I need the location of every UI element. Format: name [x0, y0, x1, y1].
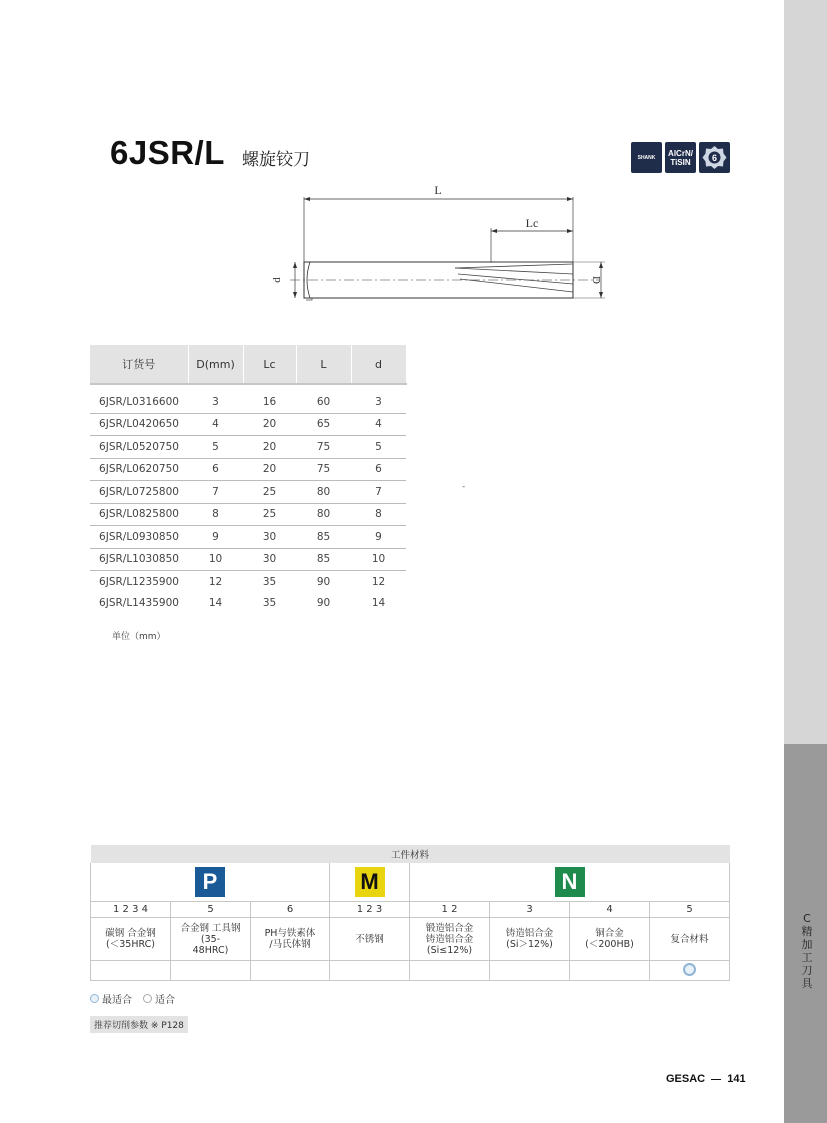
material-desc-line: 合金钢 工具钢(35- — [180, 922, 241, 945]
suitability-legend — [90, 991, 175, 1006]
unit-note: 单位（mm） — [112, 632, 166, 642]
cell-order-no: 6JSR/L1030850 — [90, 548, 188, 571]
cell-lc: 20 — [243, 436, 296, 459]
material-subgroup: 5 — [171, 902, 251, 918]
reamer-diagram — [260, 178, 620, 308]
material-subgroup: 3 — [490, 902, 570, 918]
table-row — [90, 481, 406, 504]
suitability-cell — [650, 961, 730, 981]
footer-brand: GESAC — [666, 1073, 706, 1085]
suitability-cell — [171, 961, 251, 981]
material-letter-p: P — [195, 867, 225, 897]
flutes-badge-label: 6 — [711, 153, 718, 163]
cell-d-mm: 12 — [208, 575, 223, 588]
cell-lc: 25 — [243, 481, 296, 504]
suitability-cell — [330, 961, 410, 981]
material-table — [90, 845, 730, 981]
cell-shank-d: 14 — [371, 597, 386, 610]
table-row — [90, 503, 406, 526]
material-group-p — [91, 863, 330, 902]
material-subgroup: 1 2 3 4 — [91, 902, 171, 918]
side-tab-upper — [784, 0, 827, 744]
material-desc-line: 48HRC) — [192, 944, 229, 956]
material-desc — [490, 918, 570, 961]
material-desc — [330, 918, 410, 961]
cell-d-mm: 6 — [188, 458, 243, 481]
material-desc-line: 锻造铝合金 — [425, 922, 474, 934]
table-row — [90, 571, 406, 593]
cell-shank-d: 8 — [351, 503, 406, 526]
dim-label-d: d — [271, 277, 283, 283]
cell-l: 85 — [296, 548, 351, 571]
feature-badges — [631, 142, 730, 173]
table-row — [90, 458, 406, 481]
material-letter-m: M — [355, 867, 385, 897]
side-tab-label: C 精加工刀具 — [801, 912, 813, 990]
cell-order-no: 6JSR/L0725800 — [90, 481, 188, 504]
cell-l: 80 — [296, 481, 351, 504]
cell-l: 80 — [296, 503, 351, 526]
material-table-title: 工件材料 — [91, 845, 730, 863]
table-row — [90, 548, 406, 571]
material-group-m — [330, 863, 410, 902]
flute-count-icon — [700, 143, 729, 172]
table-row — [90, 413, 406, 436]
cell-d-mm: 3 — [188, 384, 243, 413]
flutes-badge — [699, 142, 730, 173]
material-letter-n: N — [555, 867, 585, 897]
cell-shank-d: 3 — [351, 384, 406, 413]
cell-shank-d: 12 — [371, 575, 386, 588]
material-subgroup: 1 2 3 — [330, 902, 410, 918]
page-title: 6JSR/L — [110, 134, 225, 171]
cell-d-mm: 4 — [188, 413, 243, 436]
material-desc-line: (＜35HRC) — [106, 939, 155, 950]
material-desc — [91, 918, 171, 961]
spec-table-header — [90, 345, 406, 384]
col-header-order-no: 订货号 — [90, 345, 188, 384]
cell-d-mm: 10 — [188, 548, 243, 571]
material-desc-line: (Si＞12%) — [506, 939, 553, 950]
material-desc-line: 铸造铝合金 — [505, 928, 554, 939]
material-subgroup: 6 — [251, 902, 330, 918]
material-desc — [251, 918, 330, 961]
material-group-n — [410, 863, 730, 902]
suitability-cell — [410, 961, 490, 981]
material-subgroup: 1 2 — [410, 902, 490, 918]
material-desc-line: PH与铁素体 — [264, 928, 316, 939]
material-desc-line: (Si≤12%) — [426, 944, 473, 956]
cell-l: 90 — [316, 597, 331, 610]
page-number: 141 — [727, 1073, 746, 1085]
col-header-l: L — [296, 345, 351, 384]
best-fit-icon — [683, 963, 696, 976]
material-desc-line: 不锈钢 — [355, 933, 384, 945]
material-desc-line: (＜200HB) — [585, 939, 634, 950]
material-desc — [171, 918, 251, 961]
shank-badge — [631, 142, 662, 173]
cell-shank-d: 9 — [351, 526, 406, 549]
cell-l: 90 — [316, 575, 331, 588]
col-header-d-mm: D(mm) — [188, 345, 243, 384]
cutting-params-reference: 推荐切削参数 ※ P128 — [90, 1016, 188, 1033]
cell-l: 65 — [296, 413, 351, 436]
cell-order-no: 6JSR/L0316600 — [90, 384, 188, 413]
cell-d-mm: 14 — [208, 597, 223, 610]
cell-lc: 25 — [243, 503, 296, 526]
material-desc — [650, 918, 730, 961]
table-row — [90, 593, 406, 615]
table-row — [90, 384, 406, 413]
cell-order-no: 6JSR/L0620750 — [90, 458, 188, 481]
cell-l: 60 — [296, 384, 351, 413]
table-row — [90, 526, 406, 549]
cell-lc: 30 — [243, 548, 296, 571]
material-desc-line: 铸造铝合金 — [425, 933, 474, 945]
cell-l: 75 — [296, 458, 351, 481]
fit-icon — [143, 994, 152, 1003]
suitability-cell — [251, 961, 330, 981]
dim-label-L: L — [434, 183, 442, 197]
page-subtitle: 螺旋铰刀 — [242, 150, 310, 170]
coating-badge-line1: AlCrN/ — [668, 148, 693, 158]
suitability-cell — [91, 961, 171, 981]
material-subgroup: 5 — [650, 902, 730, 918]
dim-label-Lc: Lc — [525, 216, 539, 230]
material-desc-line: 碳钢 合金钢 — [105, 928, 156, 939]
cell-order-no: 6JSR/L1235900 — [99, 575, 179, 588]
best-fit-icon — [90, 994, 99, 1003]
cell-order-no: 6JSR/L0930850 — [90, 526, 188, 549]
side-mark: - — [462, 482, 466, 492]
cell-lc: 35 — [262, 575, 277, 588]
cell-shank-d: 7 — [351, 481, 406, 504]
cell-lc: 20 — [243, 413, 296, 436]
cell-lc: 20 — [243, 458, 296, 481]
cell-lc: 16 — [243, 384, 296, 413]
suitability-cell — [570, 961, 650, 981]
cell-order-no: 6JSR/L0520750 — [90, 436, 188, 459]
material-desc-line: /马氏体钢 — [269, 939, 311, 950]
cell-l: 85 — [296, 526, 351, 549]
cell-order-no: 6JSR/L1435900 — [99, 597, 179, 610]
coating-badge-line2: TiSIN — [670, 157, 691, 167]
legend-best-label: 最适合 — [102, 995, 132, 1006]
material-desc-line: 铜合金 — [595, 928, 624, 939]
shank-badge-label: SHANK — [637, 154, 656, 161]
suitability-cell — [490, 961, 570, 981]
cell-d-mm: 7 — [188, 481, 243, 504]
page-footer — [666, 1073, 746, 1085]
cell-order-no: 6JSR/L0420650 — [90, 413, 188, 436]
cell-shank-d: 10 — [351, 548, 406, 571]
material-desc — [410, 918, 490, 961]
material-subgroup: 4 — [570, 902, 650, 918]
cell-shank-d: 5 — [351, 436, 406, 459]
dim-label-D: D — [590, 276, 602, 284]
material-desc-line: 复合材料 — [670, 933, 709, 945]
material-desc — [570, 918, 650, 961]
cell-lc: 30 — [243, 526, 296, 549]
legend-ok-label: 适合 — [155, 995, 175, 1006]
coating-badge — [665, 142, 696, 173]
col-header-shank-d: d — [351, 345, 406, 384]
spec-table — [90, 345, 407, 614]
cell-shank-d: 4 — [351, 413, 406, 436]
cell-order-no: 6JSR/L0825800 — [90, 503, 188, 526]
cell-shank-d: 6 — [351, 458, 406, 481]
cell-d-mm: 8 — [188, 503, 243, 526]
cell-d-mm: 5 — [188, 436, 243, 459]
cell-d-mm: 9 — [188, 526, 243, 549]
table-row — [90, 436, 406, 459]
col-header-lc: Lc — [243, 345, 296, 384]
cell-l: 75 — [296, 436, 351, 459]
cell-lc: 35 — [262, 597, 277, 610]
